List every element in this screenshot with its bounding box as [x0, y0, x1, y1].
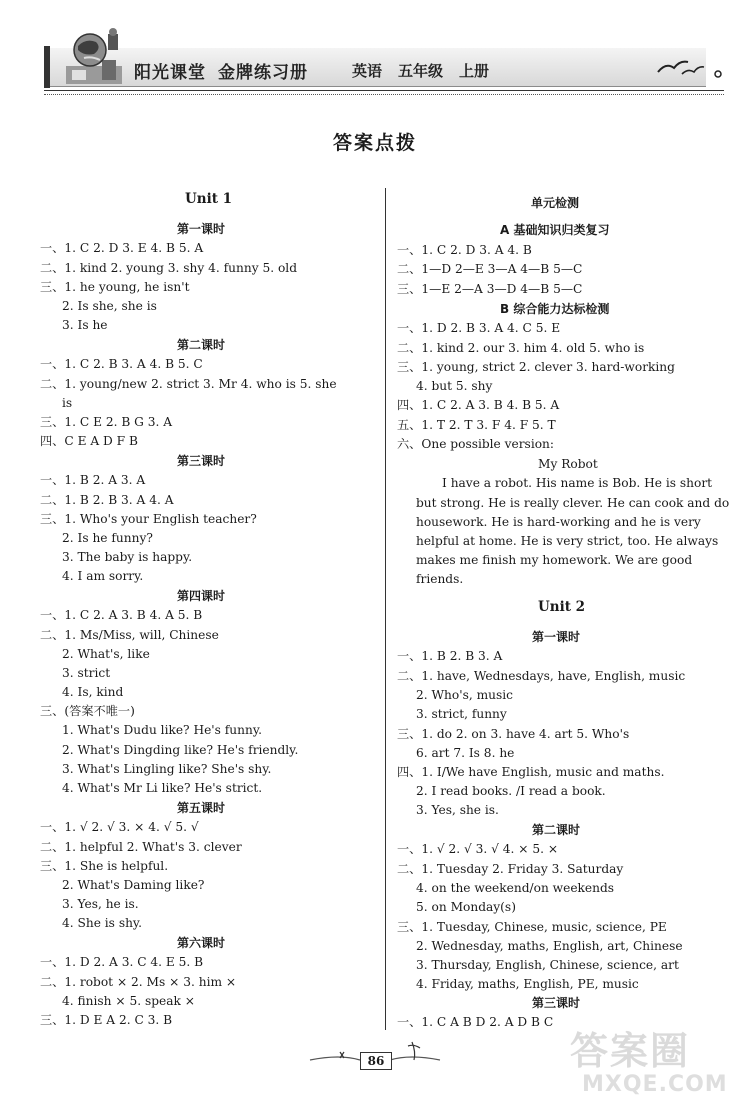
- answer-line: 二、1. kind 2. our 3. him 4. old 5. who is: [397, 341, 645, 355]
- answer-line: 3. The baby is happy.: [62, 550, 193, 564]
- answer-line: 2. What's Daming like?: [62, 878, 205, 892]
- section-heading: 单元检测: [531, 196, 580, 210]
- section-heading: A 基础知识归类复习: [500, 223, 610, 237]
- watermark: [570, 1020, 745, 1105]
- section-heading: B 综合能力达标检测: [500, 302, 610, 316]
- answer-line: 三、1. D E A 2. C 3. B: [40, 1013, 173, 1027]
- answer-line: 3. Thursday, English, Chinese, science, art: [416, 958, 679, 972]
- answer-line: housework. He is hard-working and he is very: [416, 515, 701, 529]
- answer-line: 一、1. C 2. D 3. E 4. B 5. A: [40, 241, 204, 255]
- brand-name: 阳光课堂: [134, 63, 206, 83]
- answer-line: 4. She is shy.: [62, 916, 143, 930]
- answer-line: 二、1. young/new 2. strict 3. Mr 4. who is 5. she: [40, 377, 337, 391]
- answer-line: 五、1. T 2. T 3. F 4. F 5. T: [397, 418, 556, 432]
- section-heading: 第二课时: [177, 338, 226, 352]
- answer-line: 一、1. C 2. B 3. A 4. B 5. C: [40, 357, 203, 371]
- answer-line: 2. Is she, she is: [62, 299, 157, 313]
- answer-line: 3. Is he: [62, 318, 108, 332]
- watermark-url: MXQE.COM: [582, 1072, 728, 1097]
- brand-series: 金牌练习册: [218, 63, 308, 83]
- answer-line: 三、1. Who's your English teacher?: [40, 512, 257, 526]
- section-heading: 第六课时: [177, 936, 226, 950]
- answer-line: 一、1. D 2. B 3. A 4. C 5. E: [397, 321, 561, 335]
- answer-line: 六、One possible version:: [397, 437, 555, 451]
- subject-info: [352, 60, 505, 81]
- globe-logo-icon: [62, 26, 126, 88]
- column-divider: [385, 188, 386, 1030]
- header-dotted-rule: [44, 94, 724, 95]
- answer-line: 4. Is, kind: [62, 685, 124, 699]
- answer-line: 二、1. have, Wednesdays, have, English, music: [397, 669, 686, 683]
- birds-icon: [652, 52, 724, 82]
- watermark-logo-text: 答案圈: [570, 1029, 691, 1073]
- answer-line: 2. Is he funny?: [62, 531, 153, 545]
- answer-line: friends.: [416, 572, 464, 586]
- answer-line: 三、1. he young, he isn't: [40, 280, 190, 294]
- answer-line: 四、C E A D F B: [40, 434, 138, 448]
- subject-name: 英语: [352, 62, 383, 80]
- answer-line: 二、1. Ms/Miss, will, Chinese: [40, 628, 219, 642]
- section-heading: 第四课时: [177, 589, 226, 603]
- answer-line: 3. strict: [62, 666, 111, 680]
- answer-line: 三、1. do 2. on 3. have 4. art 5. Who's: [397, 727, 630, 741]
- header-edge-bar: [44, 46, 50, 88]
- answer-line: 2. What's, like: [62, 647, 150, 661]
- answer-line: 一、1. C 2. A 3. B 4. A 5. B: [40, 608, 203, 622]
- answer-line: 二、1. kind 2. young 3. shy 4. funny 5. old: [40, 261, 298, 275]
- answer-line: 一、1. √ 2. √ 3. × 4. √ 5. √: [40, 820, 199, 834]
- answer-line: 二、1. Tuesday 2. Friday 3. Saturday: [397, 862, 624, 876]
- answer-line: 3. strict, funny: [416, 707, 507, 721]
- section-heading: 第一课时: [532, 630, 581, 644]
- answer-line: 三、1. She is helpful.: [40, 859, 169, 873]
- brand-title: [134, 58, 320, 83]
- page-number: 86: [360, 1052, 392, 1070]
- volume-name: 上册: [459, 62, 490, 80]
- answer-line: 一、1. D 2. A 3. C 4. E 5. B: [40, 955, 204, 969]
- answer-line: I have a robot. His name is Bob. He is short: [442, 476, 713, 490]
- answer-line: 4. but 5. shy: [416, 379, 493, 393]
- answer-line: 4. What's Mr Li like? He's strict.: [62, 781, 263, 795]
- answer-line: 一、1. B 2. B 3. A: [397, 649, 503, 663]
- answer-line: 2. What's Dingding like? He's friendly.: [62, 743, 299, 757]
- answer-line: 三、(答案不唯一): [40, 704, 135, 718]
- unit-heading: Unit 1: [185, 191, 233, 207]
- section-heading: 第三课时: [532, 996, 581, 1010]
- answer-line: 一、1. √ 2. √ 3. √ 4. × 5. ×: [397, 842, 559, 856]
- answer-line: is: [62, 396, 73, 410]
- answer-line: My Robot: [538, 457, 598, 471]
- answer-line: 6. art 7. Is 8. he: [416, 746, 515, 760]
- answer-line: 5. on Monday(s): [416, 900, 516, 914]
- grade-name: 五年级: [398, 62, 444, 80]
- answer-line: helpful at home. He is very strict, too. He always: [416, 534, 719, 548]
- answer-line: 二、1. helpful 2. What's 3. clever: [40, 840, 242, 854]
- answer-line: 3. What's Lingling like? She's shy.: [62, 762, 272, 776]
- section-heading: 第二课时: [532, 823, 581, 837]
- answer-line: 四、1. I/We have English, music and maths.: [397, 765, 665, 779]
- answer-line: 三、1—E 2—A 3—D 4—B 5—C: [397, 282, 583, 296]
- page-header: [0, 0, 750, 100]
- answer-line: 1. What's Dudu like? He's funny.: [62, 723, 262, 737]
- answer-line: but strong. He is really clever. He can cook and do: [416, 496, 730, 510]
- answer-line: 2. I read books. /I read a book.: [416, 784, 606, 798]
- answer-line: 三、1. young, strict 2. clever 3. hard-working: [397, 360, 675, 374]
- answer-line: 2. Who's, music: [416, 688, 513, 702]
- answer-line: 3. Yes, he is.: [62, 897, 139, 911]
- answer-line: 2. Wednesday, maths, English, art, Chinese: [416, 939, 683, 953]
- section-heading: 第三课时: [177, 454, 226, 468]
- answer-line: 二、1. robot × 2. Ms × 3. him ×: [40, 975, 237, 989]
- answer-line: 二、1—D 2—E 3—A 4—B 5—C: [397, 262, 583, 276]
- answer-line: 4. I am sorry.: [62, 569, 144, 583]
- header-rule: [44, 90, 724, 91]
- answer-line: 一、1. B 2. A 3. A: [40, 473, 146, 487]
- answer-line: 三、1. C E 2. B G 3. A: [40, 415, 173, 429]
- unit-heading: Unit 2: [538, 599, 586, 615]
- answer-line: 一、1. C 2. D 3. A 4. B: [397, 243, 532, 257]
- answer-line: 二、1. B 2. B 3. A 4. A: [40, 493, 174, 507]
- answer-line: 三、1. Tuesday, Chinese, music, science, PE: [397, 920, 667, 934]
- answer-line: 4. on the weekend/on weekends: [416, 881, 615, 895]
- answer-line: 一、1. C A B D 2. A D B C: [397, 1015, 554, 1029]
- section-heading: 第一课时: [177, 222, 226, 236]
- answer-line: 4. finish × 5. speak ×: [62, 994, 195, 1008]
- section-heading: 第五课时: [177, 801, 226, 815]
- answer-line: 四、1. C 2. A 3. B 4. B 5. A: [397, 398, 560, 412]
- page-title: 答案点拨: [332, 132, 417, 154]
- answer-line: 4. Friday, maths, English, PE, music: [416, 977, 639, 991]
- answer-line: makes me finish my homework. We are good: [416, 553, 693, 567]
- answer-line: 3. Yes, she is.: [416, 803, 499, 817]
